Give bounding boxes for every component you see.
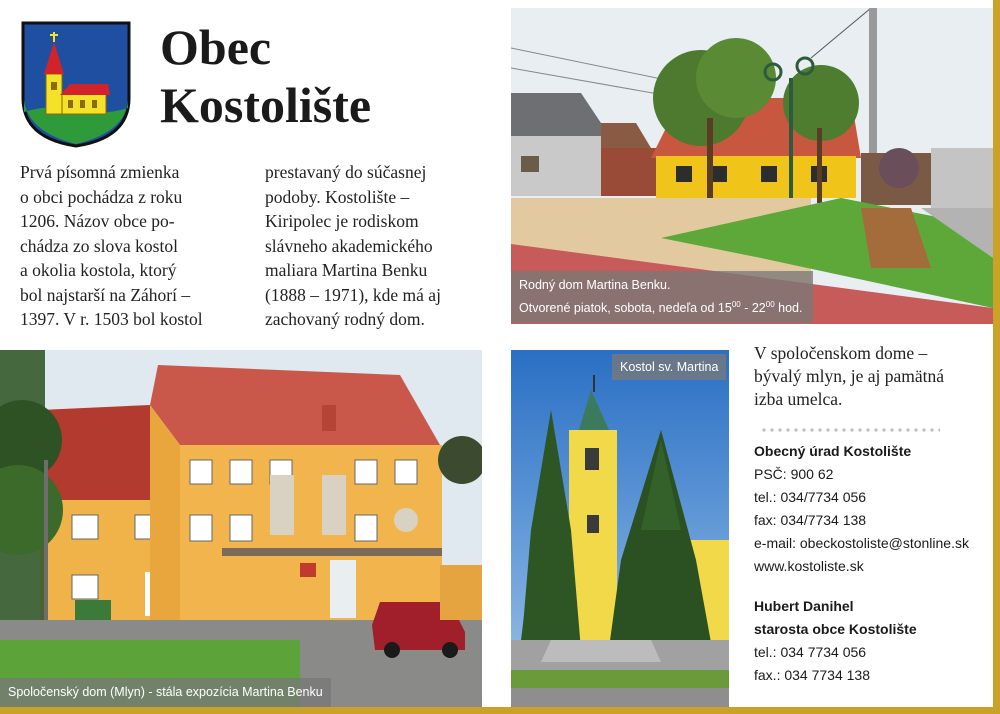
- mayor-contact: [754, 595, 993, 687]
- title-line-2: Kostolište: [160, 77, 372, 133]
- mayor-phone: tel.: 034 7734 056: [754, 644, 867, 660]
- coat-of-arms: [20, 20, 132, 148]
- opening-hours-sup-2: 00: [765, 300, 775, 309]
- opening-hours-text: Otvorené piatok, sobota, nedeľa od 15: [519, 301, 732, 315]
- mayor-role: starosta obce Kostolište: [754, 621, 917, 637]
- title-line-1: Obec: [160, 19, 272, 75]
- cultural-house-caption: Spoločenský dom (Mlyn) - stála expozícia Martina Benku: [0, 678, 331, 707]
- office-contact: [754, 440, 993, 578]
- mayor-name: Hubert Danihel: [754, 598, 854, 614]
- office-name: Obecný úrad Kostolište: [754, 443, 912, 459]
- opening-hours-mid: - 22: [740, 301, 766, 315]
- church-photo: [511, 350, 729, 707]
- dotted-divider: [760, 427, 940, 433]
- birth-house-caption-line-1: Rodný dom Martina Benku.: [519, 278, 671, 292]
- intro-column-1: Prvá písomná zmienka o obci pochádza z roku 1206. Názov obce po- chádza zo slova kostol a okolia kostola, ktorý bol najstarší na Záhorí – 1397. V r. 1503 bol kostol: [20, 162, 203, 329]
- memorial-room-text: V spoločenskom dome – bývalý mlyn, je aj pamätná izba umelca.: [754, 343, 945, 409]
- office-email[interactable]: e-mail: obeckostoliste@stonline.sk: [754, 535, 969, 551]
- intro-column-2: prestavaný do súčasnej podoby. Kostolište – Kiripolec je rodiskom slávneho akademického maliara Martina Benku (1888 – 1971), kde má aj zachovaný rodný dom.: [265, 162, 441, 329]
- birth-house-caption: [511, 271, 813, 323]
- page-title: [160, 18, 490, 134]
- mayor-fax: fax.: 034 7734 138: [754, 667, 870, 683]
- birth-house-caption-line-2: [519, 295, 805, 318]
- church-caption: Kostol sv. Martina: [612, 354, 726, 380]
- office-fax: fax: 034/7734 138: [754, 512, 867, 528]
- office-website[interactable]: www.kostoliste.sk: [754, 558, 864, 574]
- opening-hours-end: hod.: [774, 301, 803, 315]
- opening-hours-sup-1: 00: [731, 300, 741, 309]
- office-postal-code: PSČ: 900 62: [754, 466, 834, 482]
- cultural-house-photo: [0, 350, 482, 707]
- office-phone: tel.: 034/7734 056: [754, 489, 867, 505]
